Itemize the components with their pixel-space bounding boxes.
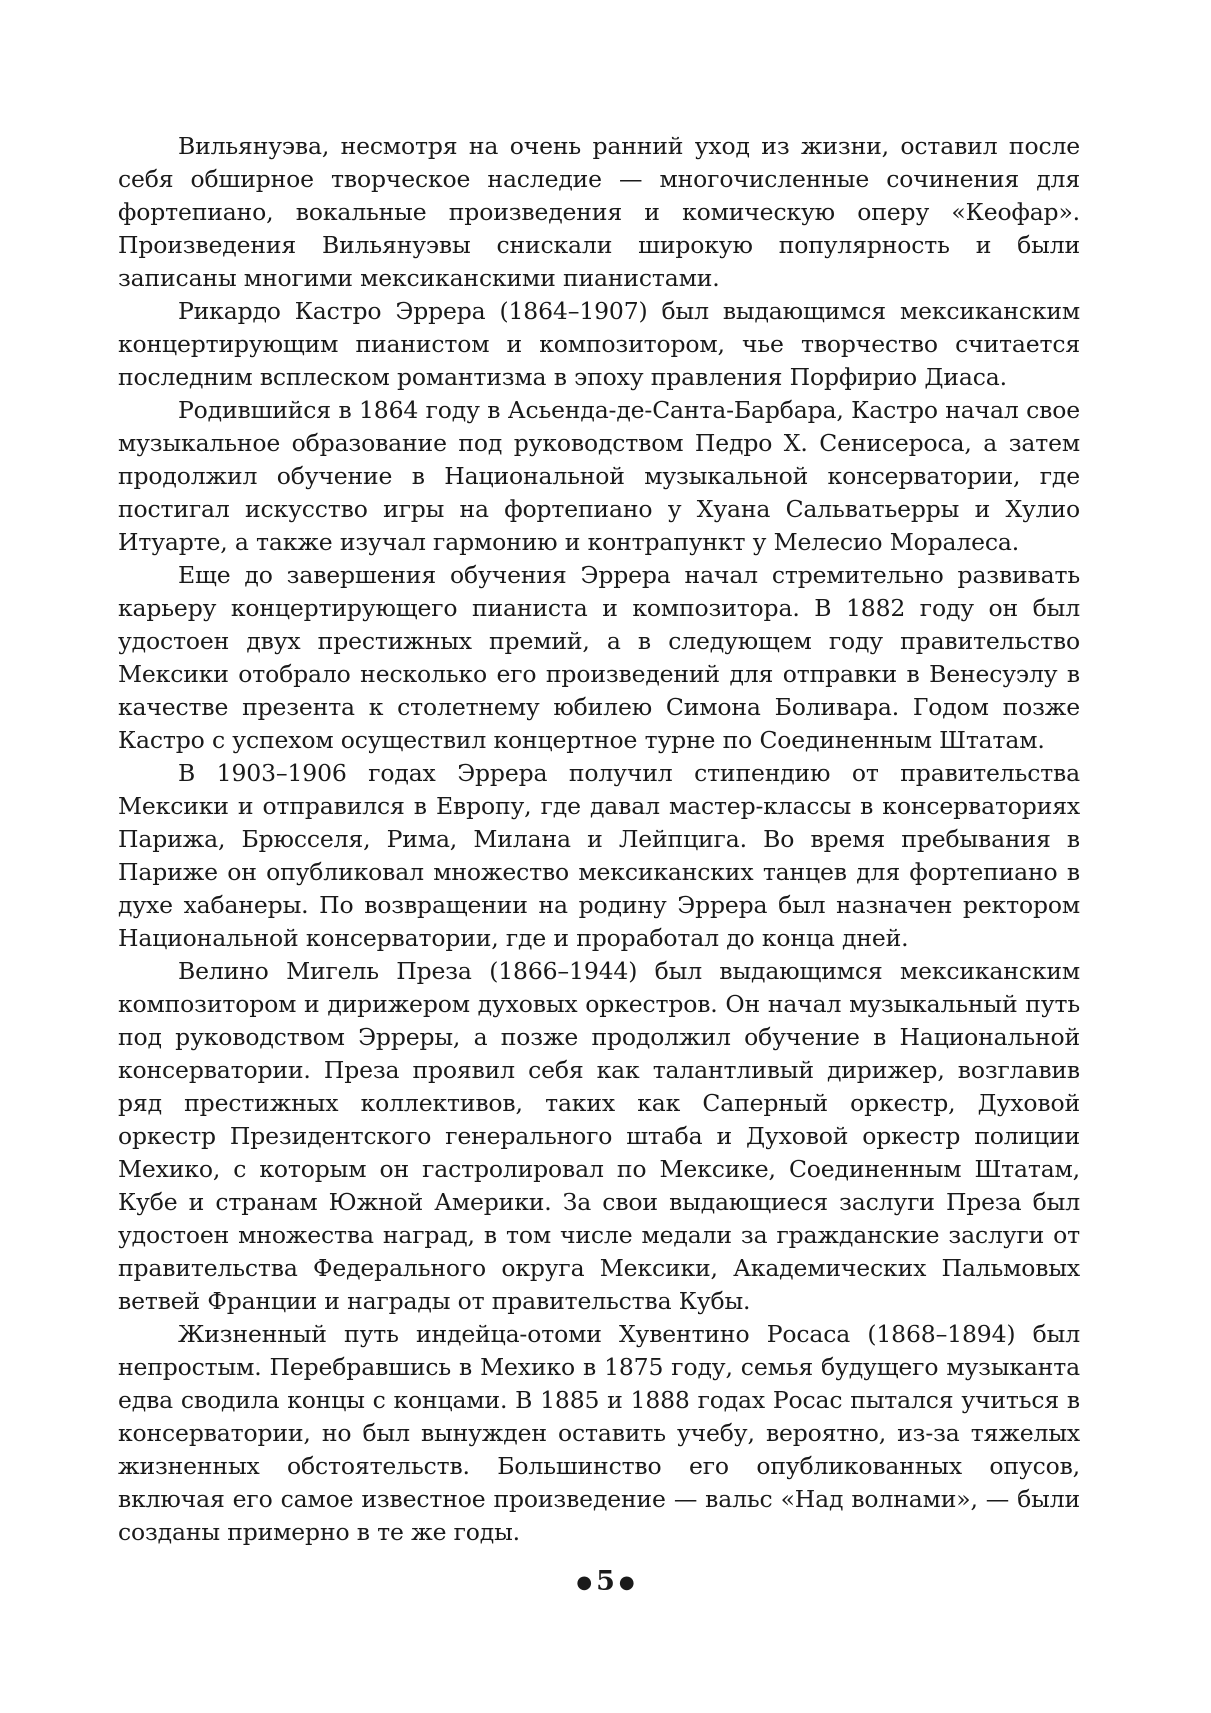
paragraph-rosas: Жизненный путь индейца-отоми Хувентино Росаса (1868–1894) был непростым. Перебравшись в Мехико в 1875 году, семья будущего музыканта едва сводила концы с концами. В 1885 и 1888 годах Росас пытался учиться в консерватории, но был вынужден оставить учебу, вероятно, из-за тяжелых жизненных обстоятельств. Большинство его опубликованных опусов, включая его самое известное произведение — вальс «Над волнами», — были созданы примерно в те же годы.: [118, 1320, 1080, 1546]
page-number: [0, 1565, 1211, 1600]
paragraph-castro-intro: Рикардо Кастро Эррера (1864–1907) был выдающимся мексиканским концертирующим пианистом и композитором, чье творчество считается последним всплеском романтизма в эпоху правления Порфирио Диаса.: [118, 297, 1080, 391]
paragraph-castro-europe: В 1903–1906 годах Эррера получил стипендию от правительства Мексики и отправился в Европу, где давал мастер-классы в консерваториях Парижа, Брюсселя, Рима, Милана и Лейпцига. Во время пребывания в Париже он опубликовал множество мексиканских танцев для фортепиано в духе хабанеры. По возвращении на родину Эррера был назначен ректором Национальной консерватории, где и проработал до конца дней.: [118, 759, 1080, 952]
paragraph-preza: Велино Мигель Преза (1866–1944) был выдающимся мексиканским композитором и дирижером духовых оркестров. Он начал музыкальный путь под руководством Эрреры, а позже продолжил обучение в Национальной консерватории. Преза проявил себя как талантливый дирижер, возглавив ряд престижных коллективов, таких как Саперный оркестр, Духовой оркестр Президентского генерального штаба и Духовой оркестр полиции Мехико, с которым он гастролировал по Мексике, Соединенным Штатам, Кубе и странам Южной Америки. За свои выдающиеся заслуги Преза был удостоен множества наград, в том числе медали за гражданские заслуги от правительства Федерального округа Мексики, Академических Пальмовых ветвей Франции и награды от правительства Кубы.: [118, 957, 1080, 1315]
page-number-value: 5: [596, 1566, 615, 1597]
paragraph-villanueva-legacy: Вильянуэва, несмотря на очень ранний уход из жизни, оставил после себя обширное творческое наследие — многочисленные сочинения для фортепиано, вокальные произведения и комическую оперу «Кеофар». Произведения Вильянуэвы снискали широкую популярность и были записаны многими мексиканскими пианистами.: [118, 132, 1080, 292]
paragraph-castro-education: Родившийся в 1864 году в Асьенда-де-Санта-Барбара, Кастро начал свое музыкальное образование под руководством Педро Х. Сенисероса, а затем продолжил обучение в Национальной музыкальной консерватории, где постигал искусство игры на фортепиано у Хуана Сальватьерры и Хулио Итуарте, а также изучал гармонию и контрапункт у Мелесио Моралеса.: [118, 396, 1080, 556]
page-body: [118, 130, 1080, 1549]
bullet-left-icon: ●: [576, 1571, 593, 1593]
bullet-right-icon: ●: [618, 1571, 635, 1593]
paragraph-castro-career: Еще до завершения обучения Эррера начал стремительно развивать карьеру концертирующего пианиста и композитора. В 1882 году он был удостоен двух престижных премий, а в следующем году правительство Мексики отобрало несколько его произведений для отправки в Венесуэлу в качестве презента к столетнему юбилею Симона Боливара. Годом позже Кастро с успехом осуществил концертное турне по Соединенным Штатам.: [118, 561, 1080, 754]
